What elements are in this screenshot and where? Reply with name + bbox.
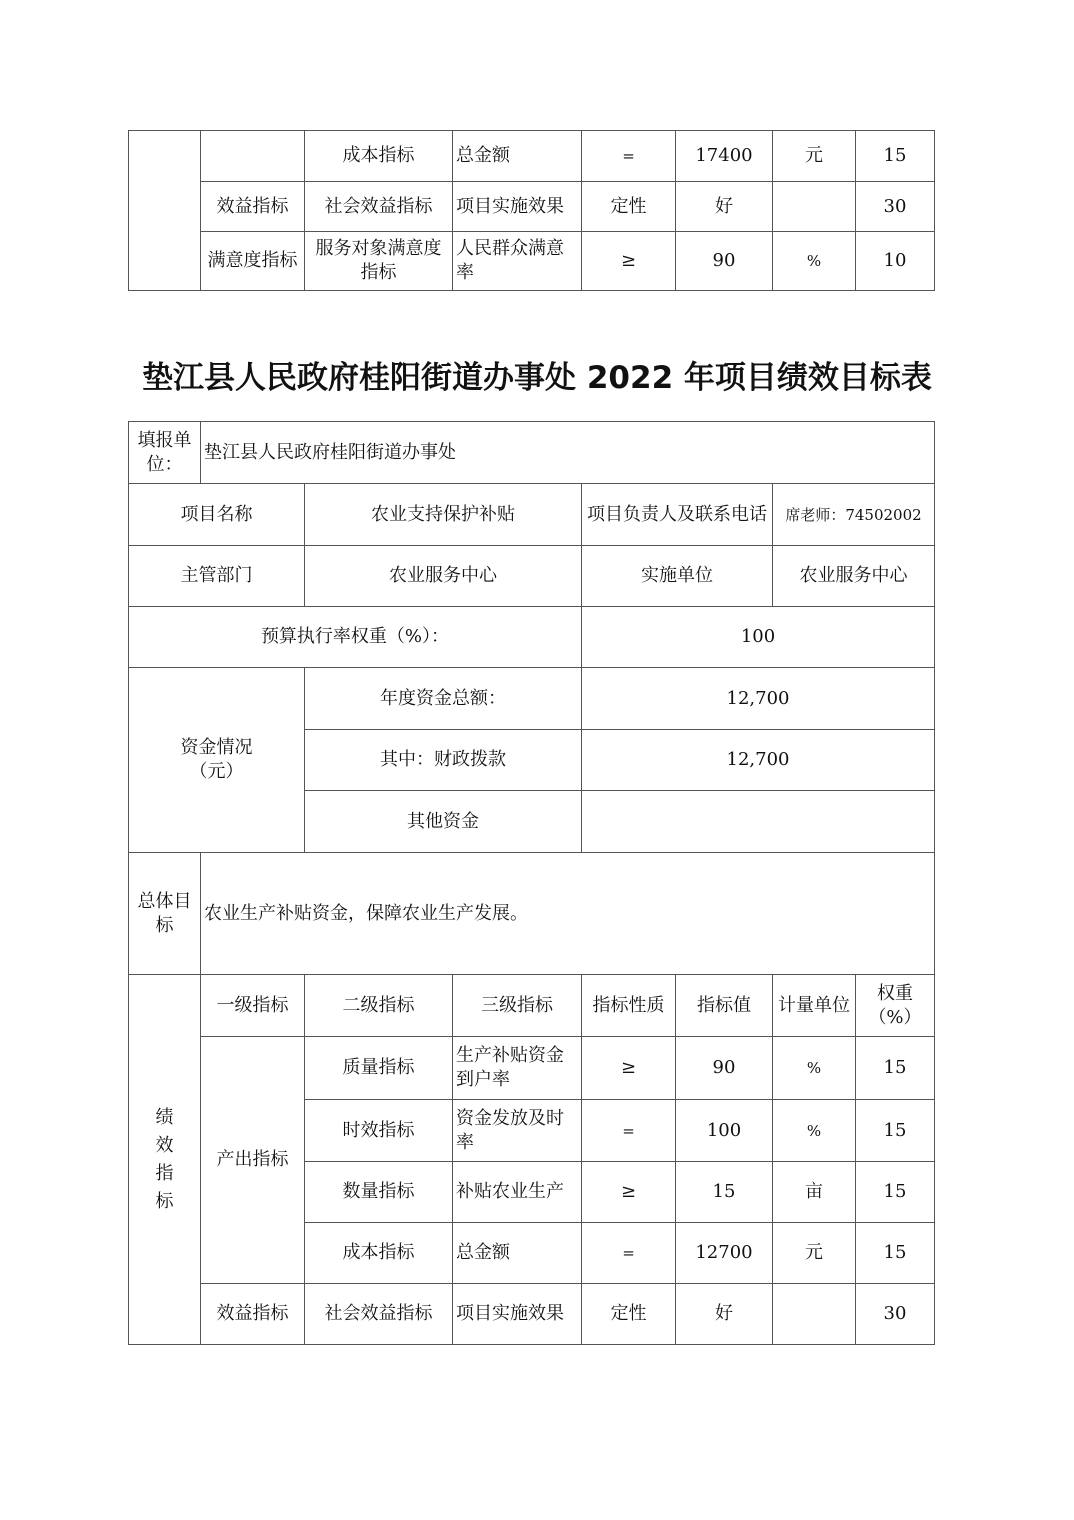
header-unit: 计量单位 [773,975,856,1037]
unit-cell [773,1284,856,1345]
dept-value: 农业服务中心 [305,546,582,607]
level3-cell: 生产补贴资金到户率 [453,1037,582,1100]
empty-cell [201,131,305,182]
level3-cell: 项目实施效果 [453,182,582,232]
level2-cell: 社会效益指标 [305,1284,453,1345]
level2-cell: 时效指标 [305,1100,453,1162]
weight-cell: 30 [856,182,935,232]
continuation-table [128,130,935,291]
budget-rate-label: 预算执行率权重（%）： [129,607,582,668]
level1-cell: 满意度指标 [201,232,305,291]
other-funds-label: 其他资金 [305,791,582,853]
unit-cell: 亩 [773,1162,856,1223]
nature-cell: ≥ [582,1037,676,1100]
nature-cell: 定性 [582,1284,676,1345]
value-cell: 15 [676,1162,773,1223]
table-row [129,484,935,546]
value-cell: 90 [676,232,773,291]
level3-cell: 补贴农业生产 [453,1162,582,1223]
unit-cell: % [773,232,856,291]
annual-total-value: 12,700 [582,668,935,730]
value-cell: 好 [676,182,773,232]
unit-cell [773,182,856,232]
level1-cell: 效益指标 [201,182,305,232]
table-row [129,853,935,975]
value-cell: 90 [676,1037,773,1100]
unit-cell: 元 [773,1223,856,1284]
table-row [129,668,935,730]
output-label: 产出指标 [201,1037,305,1284]
weight-cell: 15 [856,1100,935,1162]
reporting-unit-label: 填报单位： [129,422,201,484]
nature-cell: = [582,1100,676,1162]
nature-cell: ≥ [582,232,676,291]
nature-cell: 定性 [582,182,676,232]
level2-cell: 质量指标 [305,1037,453,1100]
fiscal-value: 12,700 [582,730,935,791]
table-row [129,232,935,291]
level2-cell: 数量指标 [305,1162,453,1223]
value-cell: 好 [676,1284,773,1345]
unit-cell: % [773,1100,856,1162]
level2-cell: 服务对象满意度指标 [305,232,453,291]
performance-target-table [128,421,935,1345]
fiscal-label: 其中：财政拨款 [305,730,582,791]
funds-label: 资金情况（元） [129,668,305,853]
table-row [129,1284,935,1345]
level3-cell: 项目实施效果 [453,1284,582,1345]
nature-cell: = [582,1223,676,1284]
weight-cell: 15 [856,131,935,182]
weight-cell: 15 [856,1037,935,1100]
table-row [129,131,935,182]
impl-label: 实施单位 [582,546,773,607]
weight-cell: 15 [856,1223,935,1284]
level1-cell: 效益指标 [201,1284,305,1345]
table-row [129,182,935,232]
contact-label: 项目负责人及联系电话 [582,484,773,546]
value-cell: 100 [676,1100,773,1162]
header-nature: 指标性质 [582,975,676,1037]
weight-cell: 15 [856,1162,935,1223]
header-level1: 一级指标 [201,975,305,1037]
level3-cell: 总金额 [453,1223,582,1284]
impl-value: 农业服务中心 [773,546,935,607]
unit-cell: % [773,1037,856,1100]
level2-cell: 成本指标 [305,1223,453,1284]
dept-label: 主管部门 [129,546,305,607]
value-cell: 17400 [676,131,773,182]
nature-cell: = [582,131,676,182]
header-value: 指标值 [676,975,773,1037]
other-funds-value [582,791,935,853]
level2-cell: 社会效益指标 [305,182,453,232]
goal-label: 总体目标 [129,853,201,975]
weight-cell: 10 [856,232,935,291]
table-row [129,975,935,1037]
contact-value: 席老师：74502002 [773,484,935,546]
header-level2: 二级指标 [305,975,453,1037]
annual-total-label: 年度资金总额： [305,668,582,730]
table-row [129,546,935,607]
project-name-label: 项目名称 [129,484,305,546]
table-row [129,607,935,668]
value-cell: 12700 [676,1223,773,1284]
level3-cell: 资金发放及时率 [453,1100,582,1162]
header-weight: 权重（%） [856,975,935,1037]
table-row [129,422,935,484]
unit-cell: 元 [773,131,856,182]
project-name-value: 农业支持保护补贴 [305,484,582,546]
perf-label: 绩效指标 [129,975,201,1345]
reporting-unit-value: 垫江县人民政府桂阳街道办事处 [201,422,935,484]
empty-cell [129,131,201,291]
nature-cell: ≥ [582,1162,676,1223]
budget-rate-value: 100 [582,607,935,668]
table-row [129,1037,935,1100]
goal-value: 农业生产补贴资金，保障农业生产发展。 [201,853,935,975]
weight-cell: 30 [856,1284,935,1345]
level2-cell: 成本指标 [305,131,453,182]
level3-cell: 人民群众满意率 [453,232,582,291]
header-level3: 三级指标 [453,975,582,1037]
page-title: 垫江县人民政府桂阳街道办事处 2022 年项目绩效目标表 [142,360,932,396]
level3-cell: 总金额 [453,131,582,182]
